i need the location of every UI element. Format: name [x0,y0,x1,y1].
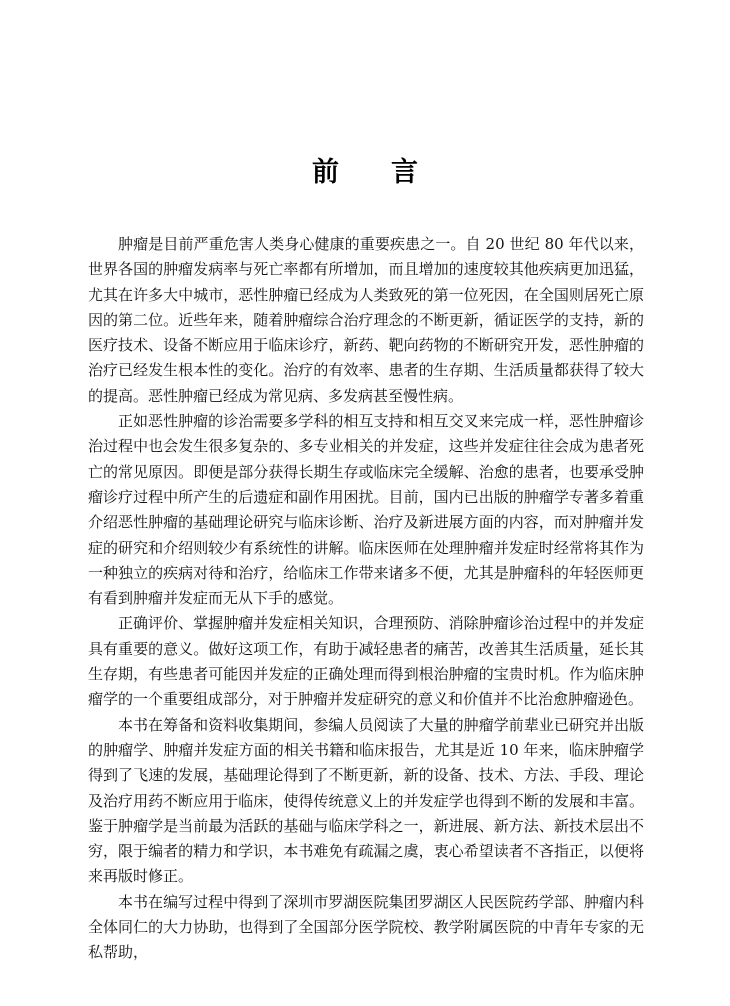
page-title-char-1: 前 [312,157,339,188]
paragraph-3: 正确评价、掌握肿瘤并发症相关知识，合理预防、消除肿瘤诊治过程中的并发症具有重要的意义。做好这项工作，有助于减轻患者的痛苦，改善其生活质量，延长其生存期，有些患者可能因并发症的正确处理而得到根治肿瘤的宝贵时机。作为临床肿瘤学的一个重要组成部分，对于肿瘤并发症研究的意义和价值并不比治愈肿瘤逊色。 [88,614,644,709]
preface-body [88,232,644,966]
page-title [0,150,730,189]
paragraph-5: 本书在编写过程中得到了深圳市罗湖医院集团罗湖区人民医院药学部、肿瘤内科全体同仁的大力协助，也得到了全国部分医学院校、教学附属医院的中青年专家的无私帮助， [88,892,644,962]
page-title-char-2: 言 [391,157,418,188]
paragraph-1: 肿瘤是目前严重危害人类身心健康的重要疾患之一。自 20 世纪 80 年代以来，世界各国的肿瘤发病率与死亡率都有所增加，而且增加的速度较其他疾病更加迅猛，尤其在许多大中城市，恶性肿瘤已经成为人类致死的第一位死因，在全国则居死亡原因的第二位。近些年来，随着肿瘤综合治疗理念的不断更新，循证医学的支持，新的医疗技术、设备不断应用于临床诊疗，新药、靶向药物的不断研究开发，恶性肿瘤的治疗已经发生根本性的变化。治疗的有效率、患者的生存期、生活质量都获得了较大的提高。恶性肿瘤已经成为常见病、多发病甚至慢性病。 [88,235,644,405]
paragraph-2: 正如恶性肿瘤的诊治需要多学科的相互支持和相互交叉来完成一样，恶性肿瘤诊治过程中也会发生很多复杂的、多专业相关的并发症，这些并发症往往会成为患者死亡的常见原因。即便是部分获得长期生存或临床完全缓解、治愈的患者，也要承受肿瘤诊疗过程中所产生的后遗症和副作用困扰。目前，国内已出版的肿瘤学专著多着重介绍恶性肿瘤的基础理论研究与临床诊断、治疗及新进展方面的内容，而对肿瘤并发症的研究和介绍则较少有系统性的讲解。临床医师在处理肿瘤并发症时经常将其作为一种独立的疾病对待和治疗，给临床工作带来诸多不便，尤其是肿瘤科的年轻医师更有看到肿瘤并发症而无从下手的感觉。 [88,412,644,608]
paragraph-4: 本书在筹备和资料收集期间，参编人员阅读了大量的肿瘤学前辈业已研究并出版的肿瘤学、肿瘤并发症方面的相关书籍和临床报告，尤其是近 10 年来，临床肿瘤学得到了飞速的发展，基础理论得到了不断更新，新的设备、技术、方法、手段、理论及治疗用药不断应用于临床，使得传统意义上的并发症学也得到不断的发展和丰富。鉴于肿瘤学是当前最为活跃的基础与临床学科之一，新进展、新方法、新技术层出不穷，限于编者的精力和学识，本书难免有疏漏之虞，衷心希望读者不吝指正，以便将来再版时修正。 [88,715,644,886]
